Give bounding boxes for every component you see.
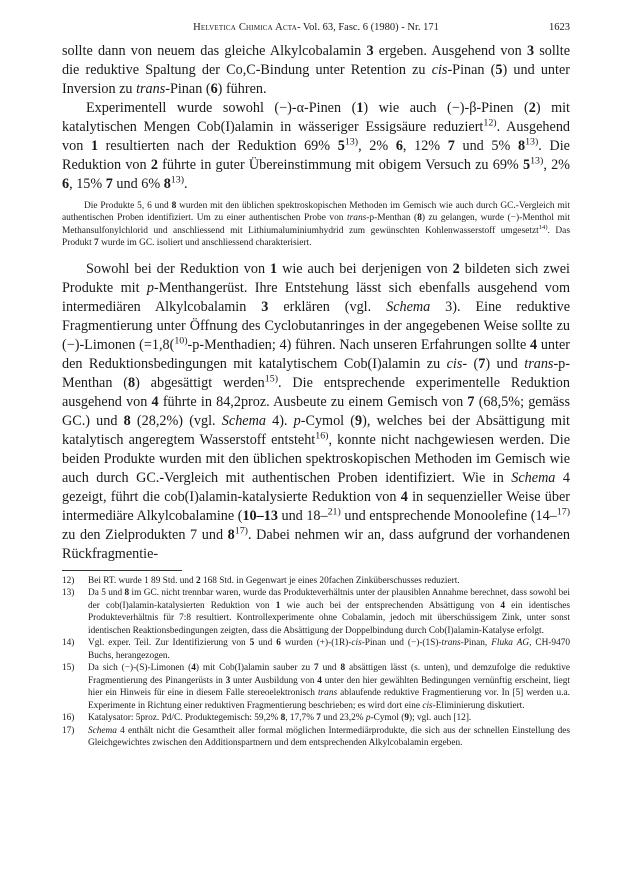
body-text-continued bbox=[62, 260, 570, 564]
footnote-separator bbox=[62, 570, 182, 571]
footnote-15 bbox=[62, 662, 570, 712]
footnote-number: 14) bbox=[62, 638, 75, 649]
footnote-17 bbox=[62, 725, 570, 750]
journal-title: Helvetica Chimica Acta bbox=[193, 22, 297, 33]
paragraph-2: Experimentell wurde sowohl (−)-α-Pinen (1) wie auch (−)-β-Pinen (2) mit katalytischen Mengen Cob(I)alamin in wässeriger Essigsäure reduziert$^{12)}$. Ausgehend von 1 resultierten nach der Reduktion 69% 5$^{13)}$, 2% 6, 12% 7 und 5% 8$^{13)}$. Die Reduktion von 2 führte in guter Übereinstimmung mit obigem Versuch zu 69% 5$^{13)}$, 2% 6, 15% 7 und 6% 8$^{13)}$. bbox=[62, 100, 571, 192]
footnote-number: 17) bbox=[62, 725, 75, 736]
running-header bbox=[62, 22, 570, 40]
body-text bbox=[62, 42, 570, 194]
footnote-number: 13) bbox=[62, 588, 75, 599]
experimental-note: Die Produkte 5, 6 und 8 wurden mit den üblichen spektroskopischen Methoden im Gemisch wie auch durch GC.-Vergleich mit authentischen Proben identifiziert. Um zu einer authentischen Probe von trans-p-Menthan (8) zu gelangen, wurde (−)-Menthol mit Methansulfonylchlorid und anschliessend mit Lithiumaluminiumhydrid zum gewünschten Kohlenwasserstoff umgesetzt$^{14)}$. Das Produkt 7 wurde im GC. isoliert und anschliessend charakterisiert. bbox=[62, 201, 571, 249]
paragraph-3: Sowohl bei der Reduktion von 1 wie auch bei derjenigen von 2 bildeten sich zwei Produkte mit p-Menthangerüst. Ihre Entstehung lässt sich ebenfalls ausgehend vom intermediären Alkylcobalamin 3 erklären (vgl. Schema 3). Eine reduktive Fragmentierung unter Öffnung des Cyclobutanringes in der angegebenen Weise sollte zu (−)-Limonen (=1,8($^{10)}$-p-Menthadien; 4) führen. Nach unseren Erfahrungen sollte 4 unter den Reduktionsbedingungen mit katalytischem Cob(I)alamin zu cis- (7) und trans-p-Menthan (8) abgesättigt werden$^{15)}$. Die entsprechende experimentelle Reduktion ausgehend von 4 führte in 84,2proz. Ausbeute zu einem Gemisch von 7 (68,5%; gemäss GC.) und 8 (28,2%) (vgl. Schema 4). p-Cymol (9), welches bei der Absättigung mit katalytisch angeregtem Wasserstoff entsteht$^{16)}$, konnte nicht nachgewiesen werden. Die beiden Produkte wurden mit den üblichen spektroskopischen Methoden im Gemisch wie auch durch GC.-Vergleich mit authentischen Proben identifiziert. Wie in Schema 4 gezeigt, führt die cob(I)alamin-katalysierte Reduktion von 4 in sequenzieller Weise über intermediäre Alkylcobalamine (10–13 und 18–$^{21)}$ und entsprechende Monoolefine (14–$^{17)}$ zu den Zielprodukten 7 und 8$^{17)}$. Dabei nehmen wir an, dass aufgrund der vorhandenen Rückfragmentie- bbox=[62, 260, 571, 562]
footnote-text: Vgl. exper. Teil. Zur Identifizierung von 5 und 6 wurden (+)-(1R)-cis-Pinan und (−)-(1S)-trans-Pinan, Fluka AG, CH-9470 Buchs, herangezogen. bbox=[88, 638, 571, 661]
footnote-text: Katalysator: 5proz. Pd/C. Produktegemisch: 59,2% 8, 17,7% 7 und 23,2% p-Cymol (9); vgl. auch [12]. bbox=[88, 713, 472, 724]
footnotes bbox=[62, 575, 570, 750]
footnote-13 bbox=[62, 587, 570, 637]
footnote-text: Da sich (−)-(S)-Limonen (4) mit Cob(I)alamin sauber zu 7 und 8 absättigen lässt (s. unten), und demzufolge die reduktive Fragmentierung des Pinangerüsts in 3 unter Ausbildung von 4 unter den hier gewählten Bedingungen vernünftig erscheint, liegt hier ein Hinweis für eine in diesem Falle stereoelektronisch trans ablaufende reduktive Fragmentierung vor. In [5] werden u.a. Experimente in Richtung einer reduktiven Fragmentierung beschrieben; es wird dort eine cis-Eliminierung diskutiert. bbox=[88, 663, 570, 711]
journal-issue: - Vol. 63, Fasc. 6 (1980) - Nr. 171 bbox=[296, 22, 439, 33]
footnote-text: Schema 4 enthält nicht die Gesamtheit aller formal möglichen Intermediärprodukte, die sich aus der schnellen Einstellung des Gleichgewichtes zwischen den Additionspartnern und dem entsprechenden Alkylcobalamin ergeben. bbox=[88, 725, 570, 749]
footnote-12 bbox=[62, 575, 570, 588]
journal-page bbox=[62, 22, 570, 750]
footnote-text: Bei RT. wurde 1 89 Std. und 2 168 Std. in Gegenwart je eines 20fachen Zinküberschusses reduziert. bbox=[88, 575, 460, 586]
footnote-text: Da 5 und 8 im GC. nicht trennbar waren, wurde das Produkteverhältnis unter der plausiblen Annahme berechnet, dass sowohl bei der cob(I)alamin-katalysierten Reduktion von 1 wie auch bei der entsprechenden Absättigung von 4 ein identisches Produkteverhältnis für 7:8 resultiert. Kontrollexperimente ohne Cobalamin, jedoch mit überschüssigem Zink, unter sonst identischen Reaktionsbedingungen zeigten, dass die Absättigung der Doppelbindung durch Cob(I)alamin-Katalyse erfolgt. bbox=[88, 588, 570, 636]
page-number: 1623 bbox=[549, 22, 570, 33]
footnote-number: 16) bbox=[62, 713, 75, 724]
paragraph-1: sollte dann von neuem das gleiche Alkylcobalamin 3 ergeben. Ausgehend von 3 sollte die reduktive Spaltung der Co,C-Bindung unter Retention zu cis-Pinan (5) und unter Inversion zu trans-Pinan (6) führen. bbox=[62, 43, 570, 97]
footnote-16 bbox=[62, 712, 570, 725]
footnote-number: 12) bbox=[62, 575, 75, 586]
footnote-number: 15) bbox=[62, 663, 75, 674]
footnote-14 bbox=[62, 637, 570, 662]
